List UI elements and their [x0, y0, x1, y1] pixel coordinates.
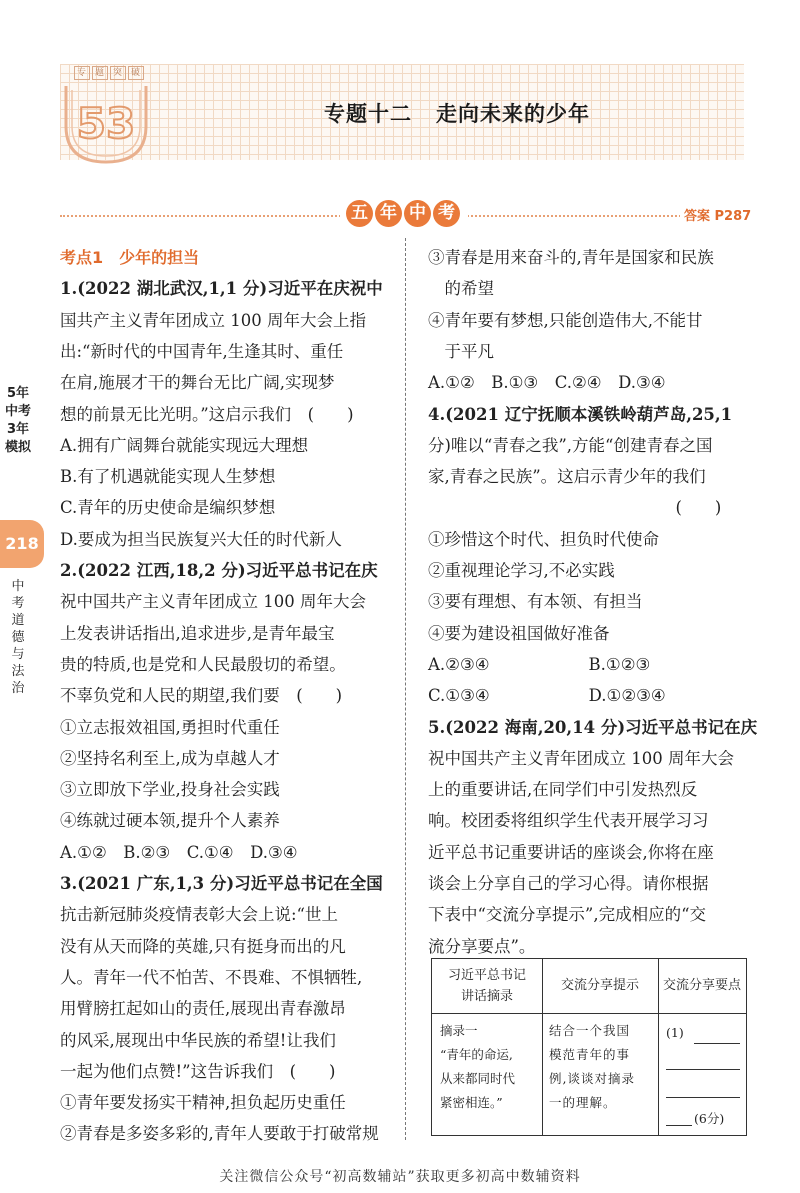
text-line: ④青年要有梦想,只能创造伟大,不能甘 — [428, 310, 703, 330]
text-line: 祝中国共产主义青年团成立 100 周年大会 — [428, 748, 734, 768]
question-stem: 3.(2021 广东,1,3 分)习近平总书记在全国 — [60, 874, 383, 893]
text-line: 用臂膀扛起如山的责任,展现出青春激昂 — [60, 999, 346, 1019]
book-title-vertical: 5年 中考 3年 模拟 — [5, 386, 32, 455]
table-cell-excerpt: 摘录一 “青年的命运, 从来都同时代 紧密相连。” — [440, 1023, 516, 1110]
section-banner: 五 年 中 考 — [340, 200, 468, 232]
topic-number: 专题十二 — [324, 102, 412, 126]
text-line: 的风采,展现出中华民族的希望!让我们 — [60, 1030, 336, 1050]
text-line: ④练就过硬本领,提升个人素养 — [60, 811, 280, 831]
answer-label: (1) — [666, 1025, 684, 1040]
text-line: 家,青春之民族”。这启示青少年的我们 — [428, 467, 706, 487]
text-line: 近平总书记重要讲话的座谈会,你将在座 — [428, 842, 714, 862]
text-line: ①珍惜这个时代、担负时代使命 — [428, 529, 659, 549]
text-line: 出:“新时代的中国青年,生逢其时、重任 — [60, 341, 344, 361]
text-line: ①立志报效祖国,勇担时代重任 — [60, 717, 280, 737]
text-line: C.①③④ D.①②③④ — [428, 686, 666, 706]
text-line: ③要有理想、有本领、有担当 — [428, 592, 643, 612]
text-line: ②坚持名利至上,成为卓越人才 — [60, 748, 280, 768]
text-line: C.青年的历史使命是编织梦想 — [60, 498, 276, 518]
text-line: 分)唯以“青春之我”,方能“创建青春之国 — [428, 435, 713, 455]
text-line: A.①② B.②③ C.①④ D.③④ — [60, 842, 298, 862]
badge-number: 53 — [76, 99, 136, 148]
page-number: 218 — [0, 520, 44, 568]
text-line: 国共产主义青年团成立 100 周年大会上指 — [60, 310, 366, 330]
text-line: 没有从天而降的英雄,只有挺身而出的凡 — [60, 936, 346, 956]
question-stem: 4.(2021 辽宁抚顺本溪铁岭葫芦岛,25,1 — [428, 404, 733, 424]
text-line: 谈会上分享自己的学习心得。请你根据 — [428, 874, 709, 893]
sharing-table — [431, 958, 747, 1136]
text-line: ②青春是多姿多彩的,青年人要敢于打破常规 — [60, 1124, 379, 1144]
page-title — [170, 98, 744, 128]
text-line: 于平凡 — [428, 341, 494, 361]
text-line: ①青年要发扬实干精神,担负起历史重任 — [60, 1093, 346, 1113]
answer-blank[interactable] — [666, 1097, 740, 1098]
text-line: 抗击新冠肺炎疫情表彰大会上说:“世上 — [60, 905, 338, 925]
subject-vertical: 中 考 道 德 与 法 治 — [11, 579, 25, 696]
text-line: ④要为建设祖国做好准备 — [428, 623, 610, 643]
answer-reference: 答案 P287 — [680, 205, 751, 224]
table-cell-hint: 结合一个我国 模范青年的事 例,谈谈对摘录 一的理解。 — [549, 1023, 635, 1110]
text-line: B.有了机遇就能实现人生梦想 — [60, 467, 276, 487]
text-line: A.拥有广阔舞台就能实现远大理想 — [60, 435, 309, 455]
badge-words: 专 题 突 破 — [64, 66, 154, 82]
topic-title: 走向未来的少年 — [436, 102, 590, 126]
text-line: 贵的特质,也是党和人民最殷切的希望。 — [60, 654, 346, 674]
text-line: ( ) — [428, 498, 722, 518]
text-line: 上发表讲话指出,追求进步,是青年最宝 — [60, 623, 335, 643]
text-line: D.要成为担当民族复兴大任的时代新人 — [60, 529, 342, 549]
text-line: 一起为他们点赞!”这告诉我们 ( ) — [60, 1061, 336, 1081]
text-line: 不辜负党和人民的期望,我们要 ( ) — [60, 686, 343, 706]
text-line: 在肩,施展才干的舞台无比广阔,实现梦 — [60, 373, 335, 393]
text-line: 下表中“交流分享提示”,完成相应的“交 — [428, 905, 707, 925]
text-line: 想的前景无比光明。”这启示我们 ( ) — [60, 404, 354, 424]
text-line: ③立即放下学业,投身社会实践 — [60, 780, 280, 800]
table-header-hint: 交流分享提示 — [560, 978, 639, 993]
text-line: ③青春是用来奋斗的,青年是国家和民族 — [428, 248, 714, 267]
text-line: 上的重要讲话,在同学们中引发热烈反 — [428, 780, 698, 800]
question-stem: 5.(2022 海南,20,14 分)习近平总书记在庆 — [428, 717, 758, 737]
text-line: 响。校团委将组织学生代表开展学习习 — [428, 811, 709, 831]
table-header-points: 交流分享要点 — [662, 978, 741, 993]
column-divider — [405, 238, 406, 1140]
answer-blank[interactable] — [666, 1125, 692, 1126]
answer-blank[interactable] — [694, 1043, 740, 1044]
section-heading: 考点1 少年的担当 — [60, 248, 200, 267]
text-line: ②重视理论学习,不必实践 — [428, 561, 615, 580]
text-line: 人。青年一代不怕苦、不畏难、不惧牺牲, — [60, 967, 363, 987]
answer-score: (6分) — [694, 1111, 725, 1126]
question-stem: 1.(2022 湖北武汉,1,1 分)习近平在庆祝中 — [60, 279, 383, 299]
text-line: 流分享要点”。 — [428, 936, 536, 956]
table-header-excerpt: 习近平总书记 讲话摘录 — [447, 968, 526, 1004]
text-line: 的希望 — [428, 279, 494, 299]
text-line: A.②③④ B.①②③ — [428, 654, 651, 674]
question-stem: 2.(2022 江西,18,2 分)习近平总书记在庆 — [60, 561, 378, 580]
footer-note: 关注微信公众号“初高数辅站”获取更多初高中数辅资料 — [219, 1169, 581, 1185]
text-line: A.①② B.①③ C.②④ D.③④ — [428, 373, 666, 393]
answer-blank[interactable] — [666, 1069, 740, 1070]
text-line: 祝中国共产主义青年团成立 100 周年大会 — [60, 592, 366, 612]
